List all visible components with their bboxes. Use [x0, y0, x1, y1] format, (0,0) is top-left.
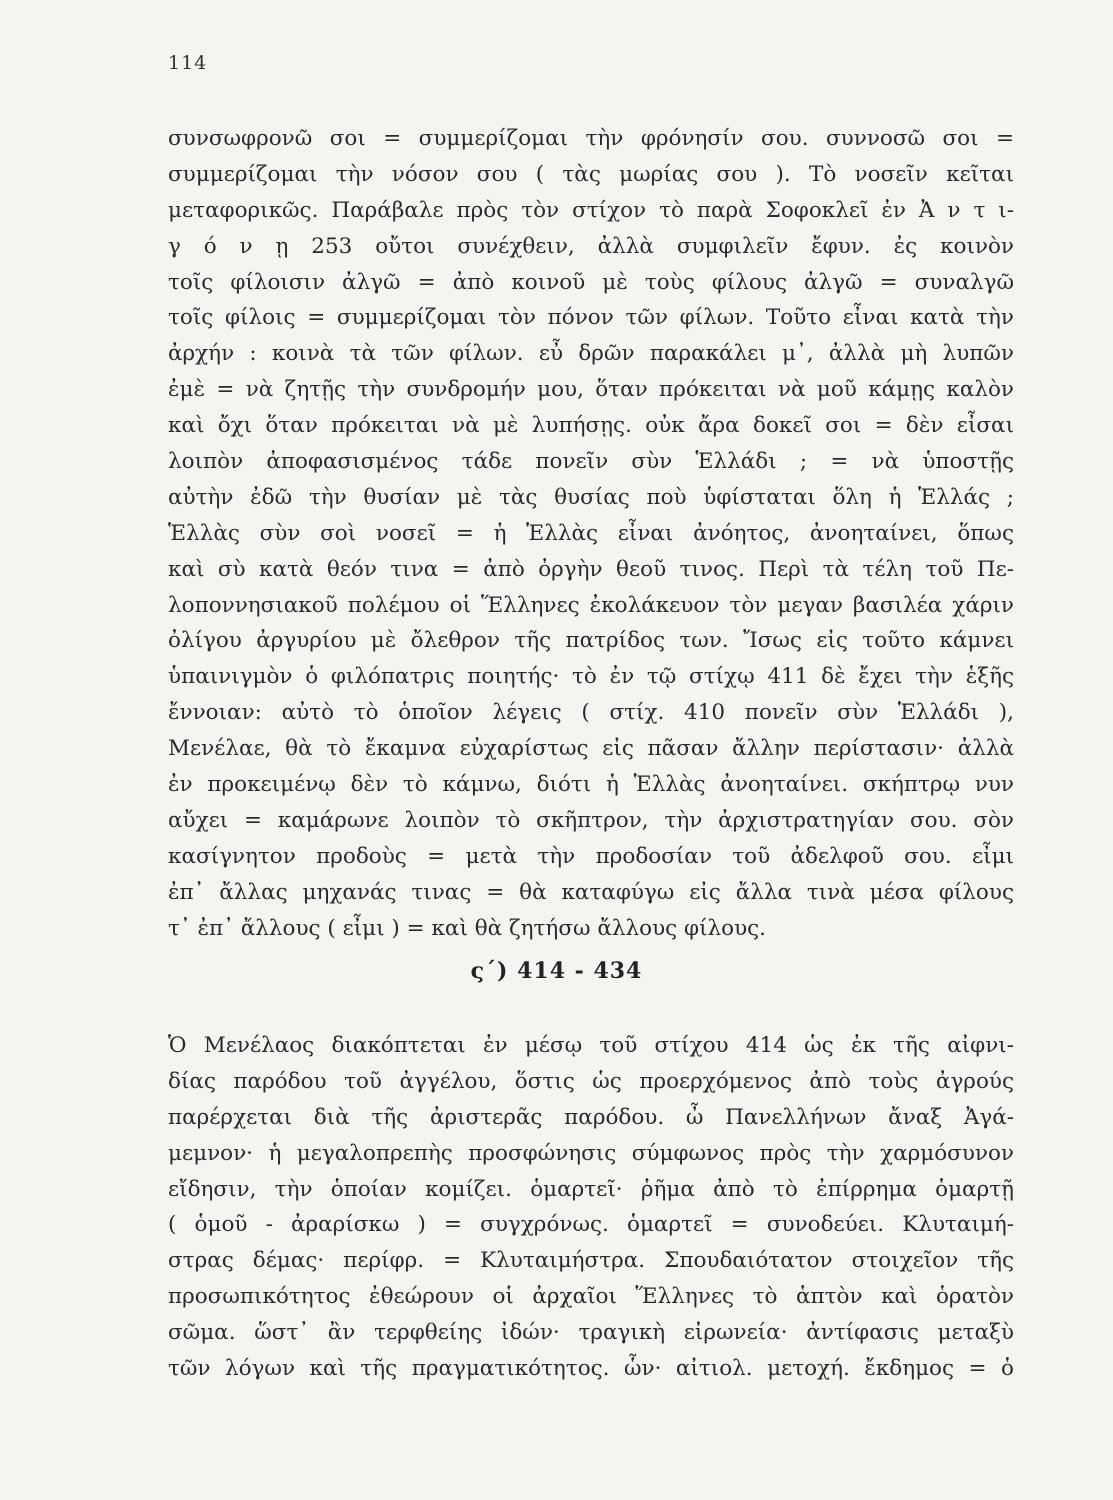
text-line: Ἑλλὰς σὺν σοὶ νοσεῖ = ἡ Ἑλλὰς εἶναι ἀνόητος, ἀνοηταίνει, ὅπως [168, 520, 1014, 546]
text-line: καὶ σὺ κατὰ θεόν τινα = ἀπὸ ὀργὴν θεοῦ τινος. Περὶ τὰ τέλη τοῦ Πε- [168, 556, 1014, 582]
text-line: εἴδησιν, τὴν ὁποίαν κομίζει. ὁμαρτεῖ· ῥῆμα ἀπὸ τὸ ἐπίρρημα ὁμαρτῇ [168, 1176, 1014, 1202]
text-line: ἐν προκειμένῳ δὲν τὸ κάμνω, διότι ἡ Ἑλλὰς ἀνοηταίνει. σκήπτρῳ νυν [168, 772, 1014, 798]
text-line: ἐπ᾽ ἄλλας μηχανάς τινας = θὰ καταφύγω εἰς ἄλλα τινὰ μέσα φίλους [168, 879, 1014, 905]
text-line: δίας παρόδου τοῦ ἀγγέλου, ὅστις ὡς προερχόμενος ἀπὸ τοὺς ἀγρούς [168, 1068, 1014, 1094]
text-line: ὑπαινιγμὸν ὁ φιλόπατρις ποιητής· τὸ ἐν τῷ στίχῳ 411 δὲ ἔχει τὴν ἑξῆς [168, 664, 1014, 690]
text-line: παρέρχεται διὰ τῆς ἀριστερᾶς παρόδου. ὦ Πανελλήνων ἄναξ Ἀγά- [168, 1104, 1014, 1130]
text-line: ἔννοιαν: αὐτὸ τὸ ὁποῖον λέγεις ( στίχ. 410 πονεῖν σὺν Ἑλλάδι ), [168, 700, 1014, 726]
text-line: Ὁ Μενέλαος διακόπτεται ἐν μέσῳ τοῦ στίχου 414 ὡς ἐκ τῆς αἰφνι- [168, 1033, 1014, 1058]
text-line: κασίγνητον προδοὺς = μετὰ τὴν προδοσίαν τοῦ ἀδελφοῦ σου. εἶμι [168, 843, 1014, 869]
section-heading: ς΄) 414 - 434 [470, 958, 643, 984]
text-line: τῶν λόγων καὶ τῆς πραγματικότητος. ὧν· αἰτιολ. μετοχή. ἔκδημος = ὁ [168, 1356, 1014, 1382]
text-line: μεταφορικῶς. Παράβαλε πρὸς τὸν στίχον τὸ παρὰ Σοφοκλεῖ ἐν Ἀ ν τ ι- [168, 197, 1014, 223]
text-line: τ᾽ ἐπ᾽ ἄλλους ( εἶμι ) = καὶ θὰ ζητήσω ἄλλους φίλους. [168, 915, 767, 941]
text-line: ἐμὲ = νὰ ζητῇς τὴν συνδρομήν μου, ὅταν πρόκειται νὰ μοῦ κάμῃς καλὸν [168, 377, 1014, 403]
text-line: αὐτὴν ἐδῶ τὴν θυσίαν μὲ τὰς θυσίας ποὺ ὑφίσταται ὅλη ἡ Ἑλλάς ; [168, 484, 1014, 510]
text-line: Μενέλαε, θὰ τὸ ἔκαμνα εὐχαρίστως εἰς πᾶσαν ἄλλην περίστασιν· ἀλλὰ [168, 736, 1014, 762]
text-line: καὶ ὄχι ὅταν πρόκειται νὰ μὲ λυπήσῃς. οὐκ ἄρα δοκεῖ σοι = δὲν εἶσαι [168, 413, 1014, 439]
text-line: αὔχει = καμάρωνε λοιπὸν τὸ σκῆπτρον, τὴν ἀρχιστρατηγίαν σου. σὸν [168, 807, 1014, 833]
text-line: προσωπικότητος ἐθεώρουν οἱ ἀρχαῖοι Ἕλληνες τὸ ἁπτὸν καὶ ὁρατὸν [168, 1284, 1014, 1310]
commentary-block-1 [168, 121, 1014, 946]
page-number: 114 [168, 52, 208, 74]
text-line: ὀλίγου ἀργυρίου μὲ ὄλεθρον τῆς πατρίδος των. Ἴσως εἰς τοῦτο κάμνει [168, 628, 1014, 654]
text-line: στρας δέμας· περίφρ. = Κλυταιμήστρα. Σπουδαιότατον στοιχεῖον τῆς [168, 1248, 1014, 1274]
commentary-block-2 [168, 1028, 1014, 1387]
text-line: λοιπὸν ἀποφασισμένος τάδε πονεῖν σὺν Ἑλλάδι ; = νὰ ὑποστῇς [168, 449, 1014, 475]
text-line: σῶμα. ὥστ᾽ ἂν τερφθείης ἰδών· τραγικὴ εἰρωνεία· ἀντίφασις μεταξὺ [168, 1320, 1014, 1346]
text-line: τοῖς φίλοισιν ἀλγῶ = ἀπὸ κοινοῦ μὲ τοὺς φίλους ἀλγῶ = συναλγῶ [168, 269, 1014, 295]
text-line: συμμερίζομαι τὴν νόσον σου ( τὰς μωρίας σου ). Τὸ νοσεῖν κεῖται [168, 161, 1014, 187]
text-line: λοποννησιακοῦ πολέμου οἱ Ἕλληνες ἐκολάκευον τὸν μεγαν βασιλέα χάριν [168, 592, 1014, 618]
text-line: ( ὁμοῦ - ἀραρίσκω ) = συγχρόνως. ὁμαρτεῖ = συνοδεύει. Κλυταιμή- [168, 1212, 1014, 1238]
text-line: τοῖς φίλοις = συμμερίζομαι τὸν πόνον τῶν φίλων. Τοῦτο εἶναι κατὰ τὴν [168, 305, 1014, 331]
text-line: γ ό ν ῃ 253 οὔτοι συνέχθειν, ἀλλὰ συμφιλεῖν ἔφυν. ἐς κοινὸν [168, 233, 1014, 259]
text-line: ἀρχήν : κοινὰ τὰ τῶν φίλων. εὖ δρῶν παρακάλει μ᾽, ἀλλὰ μὴ λυπῶν [168, 341, 1014, 367]
text-line: συνσωφρονῶ σοι = συμμερίζομαι τὴν φρόνησίν σου. συννοσῶ σοι = [168, 126, 1014, 151]
text-line: μεμνον· ἡ μεγαλοπρεπὴς προσφώνησις σύμφωνος πρὸς τὴν χαρμόσυνον [168, 1140, 1014, 1166]
